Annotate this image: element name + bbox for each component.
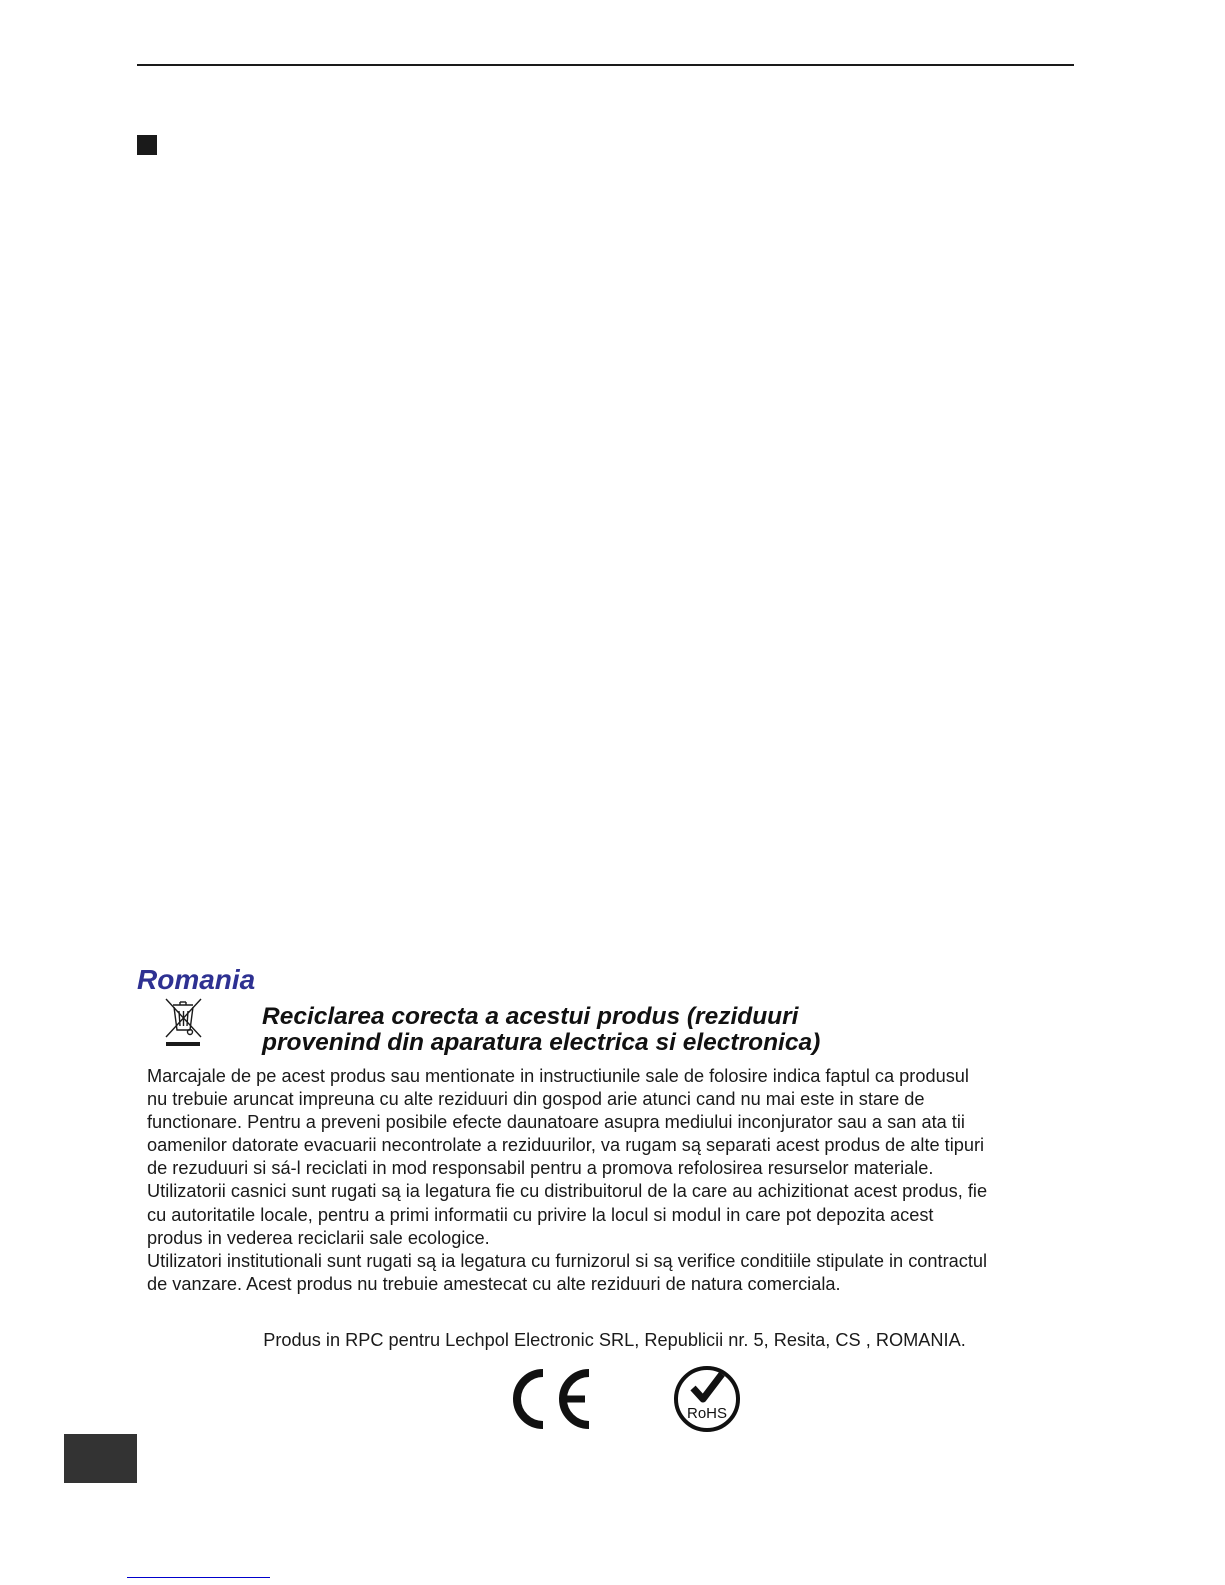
body-line: Utilizatori institutionali sunt rugati są ia legatura cu furnizorul si są verifice conditiile stipulate in contractul — [147, 1250, 988, 1271]
producer-info: Produs in RPC pentru Lechpol Electronic SRL, Republicii nr. 5, Resita, CS , ROMANIA. — [263, 1330, 966, 1350]
body-line: functionare. Pentru a preveni posibile efecte daunatoare asupra mediului inconjurator sau a san ata tii — [147, 1112, 965, 1133]
recycling-title-line: provenind din aparatura electrica si electronica) — [262, 1029, 821, 1056]
crossed-out-wheelie-bin-icon — [163, 997, 205, 1047]
black-square-icon — [137, 135, 157, 155]
ce-mark-icon — [505, 1367, 595, 1431]
recycling-title-line: Reciclarea corecta a acestui produs (reziduuri — [262, 1003, 799, 1030]
page-tab — [64, 1434, 137, 1483]
footer-rule — [127, 1577, 270, 1578]
body-line: produs in vederea reciclarii sale ecologice. — [147, 1227, 490, 1248]
ce-mark-label: CE — [505, 1367, 507, 1368]
body-line: nu trebuie aruncat impreuna cu alte reziduuri din gospod arie atunci cand nu mai este in stare de — [147, 1089, 925, 1110]
body-line: de rezuduuri si sá-l reciclati in mod responsabil pentru a promova refolosirea resurselor materiale. — [147, 1158, 934, 1179]
rohs-mark-label: RoHS — [686, 1405, 728, 1422]
recycling-body — [147, 1065, 1087, 1296]
body-line: de vanzare. Acest produs nu trebuie amestecat cu alte reziduuri de natura comerciala. — [147, 1273, 841, 1294]
body-line: Utilizatorii casnici sunt rugati są ia legatura fie cu distribuitorul de la care au achizitionat acest produs, fie — [147, 1181, 988, 1202]
body-line: Marcajale de pe acest produs sau mentionate in instructiunile sale de folosire indica faptul ca produsul — [147, 1066, 969, 1086]
header-rule — [137, 64, 1074, 66]
country-heading: Romania — [137, 964, 256, 995]
rohs-mark-icon — [672, 1364, 742, 1434]
recycling-title — [262, 1004, 1042, 1056]
body-line: cu autoritatile locale, pentru a primi informatii cu privire la locul si modul in care pot depozita acest — [147, 1204, 934, 1225]
body-line: oamenilor datorate evacuarii necontrolate a reziduurilor, va rugam są separati acest produs de alte tipuri — [147, 1135, 985, 1156]
